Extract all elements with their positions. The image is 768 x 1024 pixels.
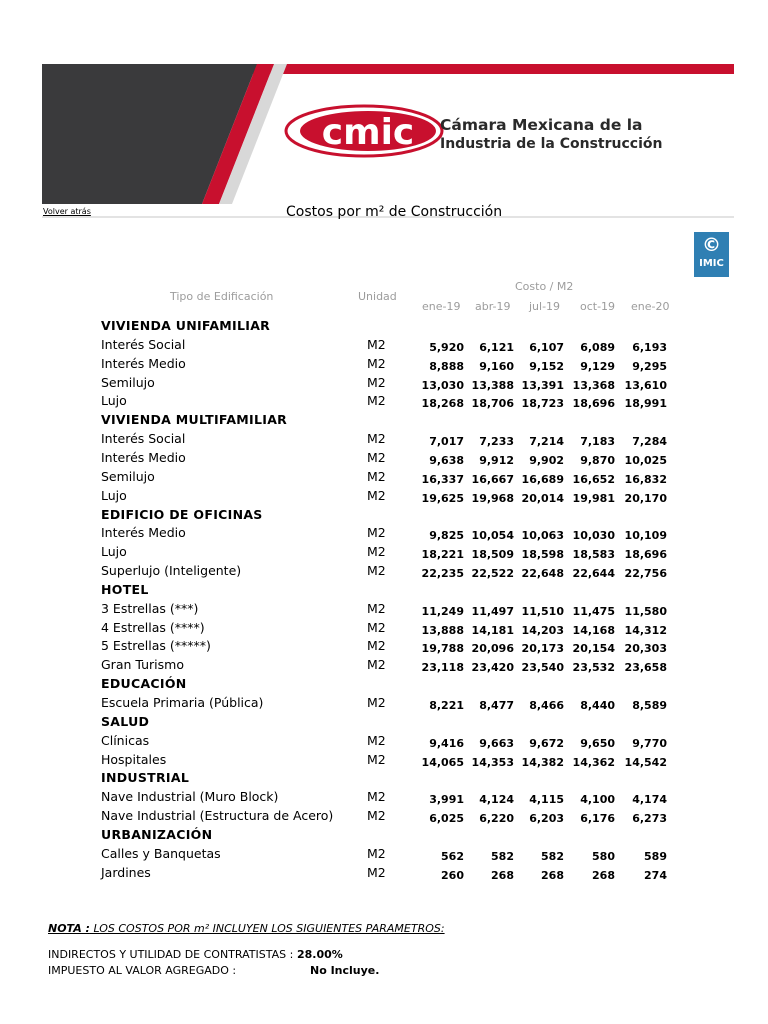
row-unit: M2 xyxy=(367,336,386,352)
cost-value: 10,063 xyxy=(521,529,564,543)
row-unit: M2 xyxy=(367,600,386,616)
header-period: ene-19 xyxy=(422,300,461,313)
row-label: Interés Social xyxy=(101,336,186,352)
cost-value: 3,991 xyxy=(429,793,464,807)
row-label: Calles y Banquetas xyxy=(101,845,221,861)
cost-value: 14,203 xyxy=(521,623,564,637)
cost-value: 18,991 xyxy=(624,397,667,411)
row-label: Superlujo (Inteligente) xyxy=(101,563,242,579)
cost-value: 20,303 xyxy=(624,642,667,656)
cost-value: 16,667 xyxy=(471,472,514,486)
cost-value: 6,025 xyxy=(429,812,464,826)
cost-value: 18,598 xyxy=(521,548,564,562)
row-unit: M2 xyxy=(367,845,386,861)
imic-badge xyxy=(694,232,729,277)
cost-value: 20,014 xyxy=(521,491,564,505)
cost-value: 18,723 xyxy=(521,397,564,411)
param-value: No Incluye. xyxy=(310,964,380,977)
row-unit: M2 xyxy=(367,808,386,824)
cost-value: 11,249 xyxy=(421,604,464,618)
cost-value: 6,203 xyxy=(529,812,564,826)
row-unit: M2 xyxy=(367,638,386,654)
category-row xyxy=(0,580,768,599)
table-row xyxy=(0,655,768,674)
cost-value: 9,295 xyxy=(632,359,667,373)
table-row xyxy=(0,354,768,373)
row-label: Semilujo xyxy=(101,374,155,390)
cost-value: 7,214 xyxy=(529,435,564,449)
header-period: abr-19 xyxy=(475,300,511,313)
cost-value: 19,981 xyxy=(572,491,615,505)
table-row xyxy=(0,806,768,825)
table-row xyxy=(0,618,768,637)
cost-value: 9,638 xyxy=(429,453,464,467)
cost-value: 18,509 xyxy=(471,548,514,562)
table-row xyxy=(0,373,768,392)
table-row xyxy=(0,750,768,769)
note-title: NOTA : LOS COSTOS POR m² INCLUYEN LOS SIGUIENTES PARAMETROS: xyxy=(48,922,445,935)
page-title: Costos por m² de Construcción xyxy=(286,204,503,220)
cost-value: 22,644 xyxy=(572,567,615,581)
cost-value: 6,273 xyxy=(632,812,667,826)
table-row xyxy=(0,693,768,712)
cost-value: 6,193 xyxy=(632,340,667,354)
cost-value: 6,121 xyxy=(479,340,514,354)
row-label: Semilujo xyxy=(101,468,155,484)
row-label: Escuela Primaria (Pública) xyxy=(101,695,264,710)
cost-value: 7,284 xyxy=(632,435,667,449)
row-label: Interés Medio xyxy=(101,525,186,541)
cost-value: 6,176 xyxy=(580,812,615,826)
row-label: Lujo xyxy=(101,487,127,503)
cost-value: 11,580 xyxy=(624,604,667,618)
cost-value: 13,391 xyxy=(521,378,564,392)
row-label: Clínicas xyxy=(101,732,150,748)
row-unit: M2 xyxy=(367,619,386,635)
cost-value: 10,030 xyxy=(572,529,615,543)
cost-value: 580 xyxy=(592,849,615,863)
cost-value: 13,368 xyxy=(572,378,615,392)
param-label: IMPUESTO AL VALOR AGREGADO : xyxy=(48,964,237,977)
back-link[interactable]: Volver atrás xyxy=(43,207,91,216)
category-label: SALUD xyxy=(101,713,150,729)
cost-value: 22,235 xyxy=(421,567,464,581)
category-label: VIVIENDA MULTIFAMILIAR xyxy=(101,412,288,428)
org-name-line1: Cámara Mexicana de la xyxy=(440,116,643,134)
category-row xyxy=(0,674,768,693)
cost-value: 22,648 xyxy=(521,567,564,581)
cost-value: 8,466 xyxy=(529,699,564,712)
table-row xyxy=(0,448,768,467)
cost-value: 4,124 xyxy=(479,793,514,807)
category-row xyxy=(0,712,768,731)
cost-value: 14,168 xyxy=(572,623,615,637)
cost-value: 9,870 xyxy=(580,453,615,467)
row-label: 3 Estrellas (***) xyxy=(101,600,199,616)
table-row xyxy=(0,467,768,486)
cost-value: 18,696 xyxy=(624,548,667,562)
table-row xyxy=(0,844,768,863)
row-unit: M2 xyxy=(367,789,386,805)
row-unit: M2 xyxy=(367,374,386,390)
cost-value: 16,689 xyxy=(521,472,564,486)
row-label: Nave Industrial (Estructura de Acero) xyxy=(101,808,334,824)
table-row xyxy=(0,863,768,882)
cost-value: 18,706 xyxy=(471,397,514,411)
cost-value: 8,888 xyxy=(429,359,464,373)
cost-value: 4,100 xyxy=(580,793,615,807)
cost-value: 9,770 xyxy=(632,736,667,750)
cost-value: 19,968 xyxy=(471,491,514,505)
cost-value: 14,065 xyxy=(421,755,464,769)
cost-value: 6,220 xyxy=(479,812,514,826)
cost-value: 10,025 xyxy=(624,453,667,467)
cost-value: 8,477 xyxy=(479,699,514,712)
cost-value: 19,625 xyxy=(421,491,464,505)
cost-value: 20,096 xyxy=(471,642,514,656)
row-unit: M2 xyxy=(367,732,386,748)
table-row xyxy=(0,731,768,750)
cost-value: 13,388 xyxy=(471,378,514,392)
row-label: Interés Medio xyxy=(101,355,186,371)
cost-value: 23,420 xyxy=(471,661,514,675)
cost-value: 11,510 xyxy=(521,604,564,618)
category-row xyxy=(0,768,768,787)
row-label: Lujo xyxy=(101,544,127,560)
header-period: jul-19 xyxy=(529,300,561,313)
cmic-logo xyxy=(286,106,442,156)
cost-value: 9,825 xyxy=(429,529,464,543)
row-label: Lujo xyxy=(101,393,127,409)
category-row xyxy=(0,316,768,335)
cost-value: 20,170 xyxy=(624,491,667,505)
cost-value: 8,221 xyxy=(429,699,464,712)
category-row xyxy=(0,410,768,429)
cost-value: 5,920 xyxy=(429,340,464,354)
cost-value: 18,583 xyxy=(572,548,615,562)
row-label: Interés Medio xyxy=(101,449,186,465)
category-label: VIVIENDA UNIFAMILIAR xyxy=(101,318,271,333)
cost-value: 562 xyxy=(441,849,464,863)
copyright-icon: © xyxy=(702,234,721,256)
row-label: Jardines xyxy=(101,864,151,880)
table-row xyxy=(0,599,768,618)
cost-value: 9,129 xyxy=(580,359,615,373)
header-banner xyxy=(42,64,734,204)
cost-value: 268 xyxy=(491,868,514,882)
row-unit: M2 xyxy=(367,544,386,560)
cost-value: 23,532 xyxy=(572,661,615,675)
row-unit: M2 xyxy=(367,657,386,673)
row-unit: M2 xyxy=(367,864,386,880)
table-row xyxy=(0,787,768,806)
cost-value: 14,312 xyxy=(624,623,667,637)
cost-value: 14,542 xyxy=(624,755,667,769)
cost-value: 13,610 xyxy=(624,378,667,392)
row-unit: M2 xyxy=(367,431,386,447)
cost-value: 18,221 xyxy=(421,548,464,562)
cost-value: 9,650 xyxy=(580,736,615,750)
logo-text: cmic xyxy=(321,112,415,153)
cost-value: 589 xyxy=(644,849,667,863)
cost-value: 582 xyxy=(541,849,564,863)
table-row xyxy=(0,561,768,580)
category-label: INDUSTRIAL xyxy=(101,770,190,786)
cost-value: 20,173 xyxy=(521,642,564,656)
cost-value: 6,107 xyxy=(529,340,564,354)
category-row xyxy=(0,825,768,844)
cost-value: 14,181 xyxy=(471,623,514,637)
cost-value: 8,440 xyxy=(580,699,615,712)
cost-value: 23,118 xyxy=(421,661,464,675)
header-period: oct-19 xyxy=(580,300,616,313)
cost-value: 4,115 xyxy=(529,793,564,807)
cost-value: 13,888 xyxy=(421,623,464,637)
row-unit: M2 xyxy=(367,393,386,409)
imic-label: IMIC xyxy=(699,258,724,269)
org-name-line2: Industria de la Construcción xyxy=(440,136,663,152)
cost-value: 9,663 xyxy=(479,736,514,750)
header-costo: Costo / M2 xyxy=(515,280,574,293)
cost-value: 274 xyxy=(644,868,667,882)
row-unit: M2 xyxy=(367,525,386,541)
cost-value: 10,054 xyxy=(471,529,514,543)
cost-value: 9,160 xyxy=(479,359,514,373)
cost-value: 7,233 xyxy=(479,435,514,449)
cost-value: 22,756 xyxy=(624,567,667,581)
cost-value: 9,672 xyxy=(529,736,564,750)
cost-value: 10,109 xyxy=(624,529,667,543)
row-unit: M2 xyxy=(367,449,386,465)
row-label: 4 Estrellas (****) xyxy=(101,619,205,635)
category-label: EDUCACIÓN xyxy=(101,676,187,692)
row-unit: M2 xyxy=(367,563,386,579)
cost-value: 9,152 xyxy=(529,359,564,373)
cost-value: 9,416 xyxy=(429,736,464,750)
cost-value: 23,540 xyxy=(521,661,564,675)
cost-value: 19,788 xyxy=(421,642,464,656)
cost-value: 13,030 xyxy=(421,378,464,392)
row-unit: M2 xyxy=(367,751,386,767)
table-row xyxy=(0,542,768,561)
row-label: Hospitales xyxy=(101,751,167,767)
cost-value: 23,658 xyxy=(624,661,667,675)
cost-value: 14,353 xyxy=(471,755,514,769)
cost-value: 16,652 xyxy=(572,472,615,486)
row-label: Gran Turismo xyxy=(101,657,184,673)
row-unit: M2 xyxy=(367,695,386,710)
cost-value: 11,475 xyxy=(572,604,615,618)
category-label: EDIFICIO DE OFICINAS xyxy=(101,506,263,522)
table-row xyxy=(0,335,768,354)
table-row xyxy=(0,429,768,448)
cost-value: 7,183 xyxy=(580,435,615,449)
category-row xyxy=(0,505,768,524)
cost-value: 260 xyxy=(441,868,464,882)
cost-value: 22,522 xyxy=(471,567,514,581)
cost-value: 18,696 xyxy=(572,397,615,411)
header-unidad: Unidad xyxy=(358,290,397,303)
cost-value: 8,589 xyxy=(632,699,667,712)
cost-value: 268 xyxy=(592,868,615,882)
cost-value: 16,337 xyxy=(421,472,464,486)
cost-value: 7,017 xyxy=(429,435,464,449)
cost-value: 582 xyxy=(491,849,514,863)
table-row xyxy=(0,636,768,655)
cost-value: 14,362 xyxy=(572,755,615,769)
cost-value: 6,089 xyxy=(580,340,615,354)
row-unit: M2 xyxy=(367,487,386,503)
row-label: Interés Social xyxy=(101,431,186,447)
table-row xyxy=(0,391,768,410)
cost-value: 16,832 xyxy=(624,472,667,486)
row-unit: M2 xyxy=(367,468,386,484)
row-label: 5 Estrellas (*****) xyxy=(101,638,211,654)
category-label: URBANIZACIÓN xyxy=(101,826,213,842)
row-label: Nave Industrial (Muro Block) xyxy=(101,789,279,805)
param-label: INDIRECTOS Y UTILIDAD DE CONTRATISTAS : xyxy=(48,948,294,961)
table-row xyxy=(0,486,768,505)
param-value: 28.00% xyxy=(297,948,343,961)
cost-value: 11,497 xyxy=(471,604,514,618)
cost-value: 9,912 xyxy=(479,453,514,467)
header-period: ene-20 xyxy=(631,300,670,313)
cost-value: 4,174 xyxy=(632,793,667,807)
table-row xyxy=(0,523,768,542)
cost-value: 18,268 xyxy=(421,397,464,411)
cost-value: 268 xyxy=(541,868,564,882)
category-label: HOTEL xyxy=(101,581,149,597)
cost-value: 14,382 xyxy=(521,755,564,769)
cost-value: 9,902 xyxy=(529,453,564,467)
header-tipo: Tipo de Edificación xyxy=(170,290,274,303)
cost-value: 20,154 xyxy=(572,642,615,656)
row-unit: M2 xyxy=(367,355,386,371)
